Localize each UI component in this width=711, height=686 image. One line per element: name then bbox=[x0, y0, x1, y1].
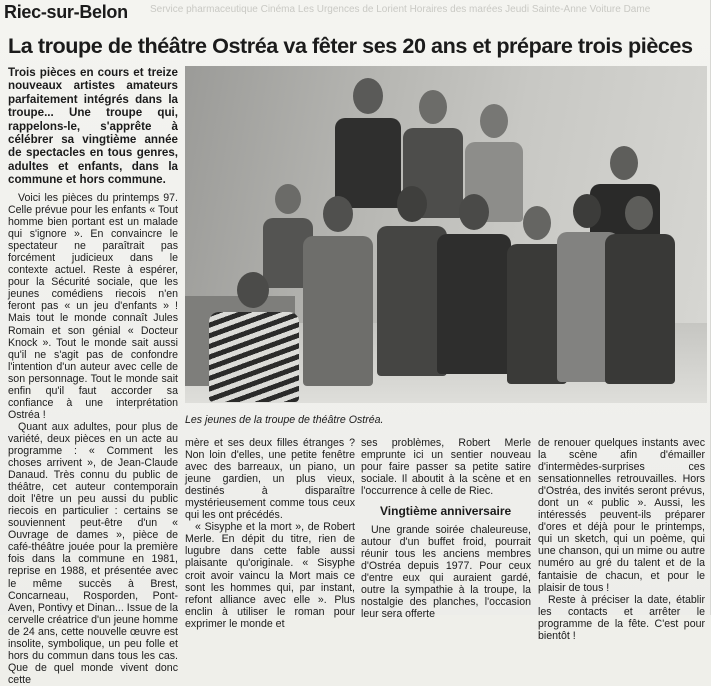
photo-caption: Les jeunes de la troupe de théâtre Ostréa. bbox=[185, 414, 384, 426]
troupe-photo bbox=[185, 66, 707, 403]
column-2 bbox=[185, 437, 355, 630]
article-headline: La troupe de théâtre Ostréa va fêter ses 20 ans et prépare trois pièces bbox=[8, 33, 693, 58]
col1-paragraph-2: Quant aux adultes, pour plus de variété, deux pièces en un acte au programme : « Comment les choses arrivent », de Jean-Claude Danaud. Très connu du public de théâtre, cet auteur contemporain doit l'être un peu aussi du public riecois en particulier : certains se souviennent peut-être d'un « Ouvrage de dames », pièce de café-théâtre jouée pour la première fois dans la commune en 1981, reprise en 1988, et présentée avec le même succès à Brest, Concarneau, Rosporden, Pont-Aven, Pontivy et Dinan... Issue de la cervelle créatrice d'un jeune homme de 24 ans, cette nouvelle œuvre est insolite, symbolique, un peu folle et hors du commun dans tous les cas. Que de quel monde vivent donc cette bbox=[8, 420, 178, 686]
section-title: Riec-sur-Belon bbox=[4, 2, 128, 22]
section-subhead: Vingtième anniversaire bbox=[380, 504, 512, 518]
col2-paragraph-1: mère et ses deux filles étranges ? Non loin d'elles, une petite fenêtre avec des barreaux, un piano, un jeune gardien, un plus vieux, destinés à disparaître mystérieusement comme tous ceux qui les ont précédés. bbox=[185, 437, 355, 522]
col4-paragraph-2: Reste à préciser la date, établir les contacts et arrêter le programme de la fête. C'est pour bientôt ! bbox=[538, 593, 705, 642]
column-3 bbox=[361, 437, 531, 497]
column-4 bbox=[538, 437, 705, 642]
col2-paragraph-2: « Sisyphe et la mort », de Robert Merle. En dépit du titre, rien de lugubre dans cette fable aussi plaisante qu'originale. « Sisyphe croit avoir vaincu la Mort mais ce sont les hommes qui, par instant, refont alliance avec elle ». Plus enclin à utiliser le roman pour exprimer le monde et bbox=[185, 521, 355, 630]
col4-paragraph-1: de renouer quelques instants avec la scène afin d'émailler d'intermèdes-surprises ces sensationnelles retrouvailles. Hors d'Ostréa, des invités seront prévus, dont un « public ». Aussi, les intéressés peuvent-ils préparer d'ores et déjà pour le printemps, qui un sketch, qui un poème, qui une chanson, qui un mime ou autre numéro au gré du talent et de la fantaisie de chacun, et pour le plaisir de tous ! bbox=[538, 437, 705, 594]
article-lead: Trois pièces en cours et treize nouveaux artistes amateurs parfaitement intégrés dans la troupe... Une troupe qui, rappelons-le, s'apprête à célébrer sa vingtième année de spectacles en tous genres, adultes et enfants, dans la commune et hors commune. bbox=[8, 66, 178, 187]
col3-paragraph-2: Une grande soirée chaleureuse, autour d'un buffet froid, pourrait réunir tous les anciens membres d'Ostréa depuis 1977. Pour ceux d'entre eux qui auraient gardé, outre la sympathie à la troupe, la nostalgie des planches, l'occasion leur sera offerte bbox=[361, 524, 531, 621]
column-1 bbox=[8, 192, 178, 686]
column-3-continued bbox=[361, 524, 531, 620]
col3-paragraph-1: ses problèmes, Robert Merle emprunte ici un sentier nouveau pour faire passer sa petite satire sociale. Il aboutit à la scène et en l'occurrence à celle de Riec. bbox=[361, 437, 531, 498]
bleed-through-text: Service pharmaceutique Cinéma Les Urgences de Lorient Horaires des marées Jeudi Sainte-Anne Voiture Dame bbox=[150, 4, 651, 15]
col1-paragraph-1: Voici les pièces du printemps 97. Celle prévue pour les enfants « Tout homme bien portant est un malade qui s'ignore ». En convaincre le spectateur ne paraîtrait pas forcément judicieux dans le contexte actuel. Reste à espérer, pour la Sécurité sociale, que les jeunes comédiens riecois n'en feront pas « un jeu d'enfants » ! Mais tout le monde connaît Jules Romain et son génial « Docteur Knock ». Tout le monde sait aussi qu'il ne s'agit pas de confondre l'intention d'un auteur avec celle de son personnage. Tout le monde sait enfin qu'il faut accorder sa confiance à une interprétation Ostréa ! bbox=[8, 192, 178, 421]
